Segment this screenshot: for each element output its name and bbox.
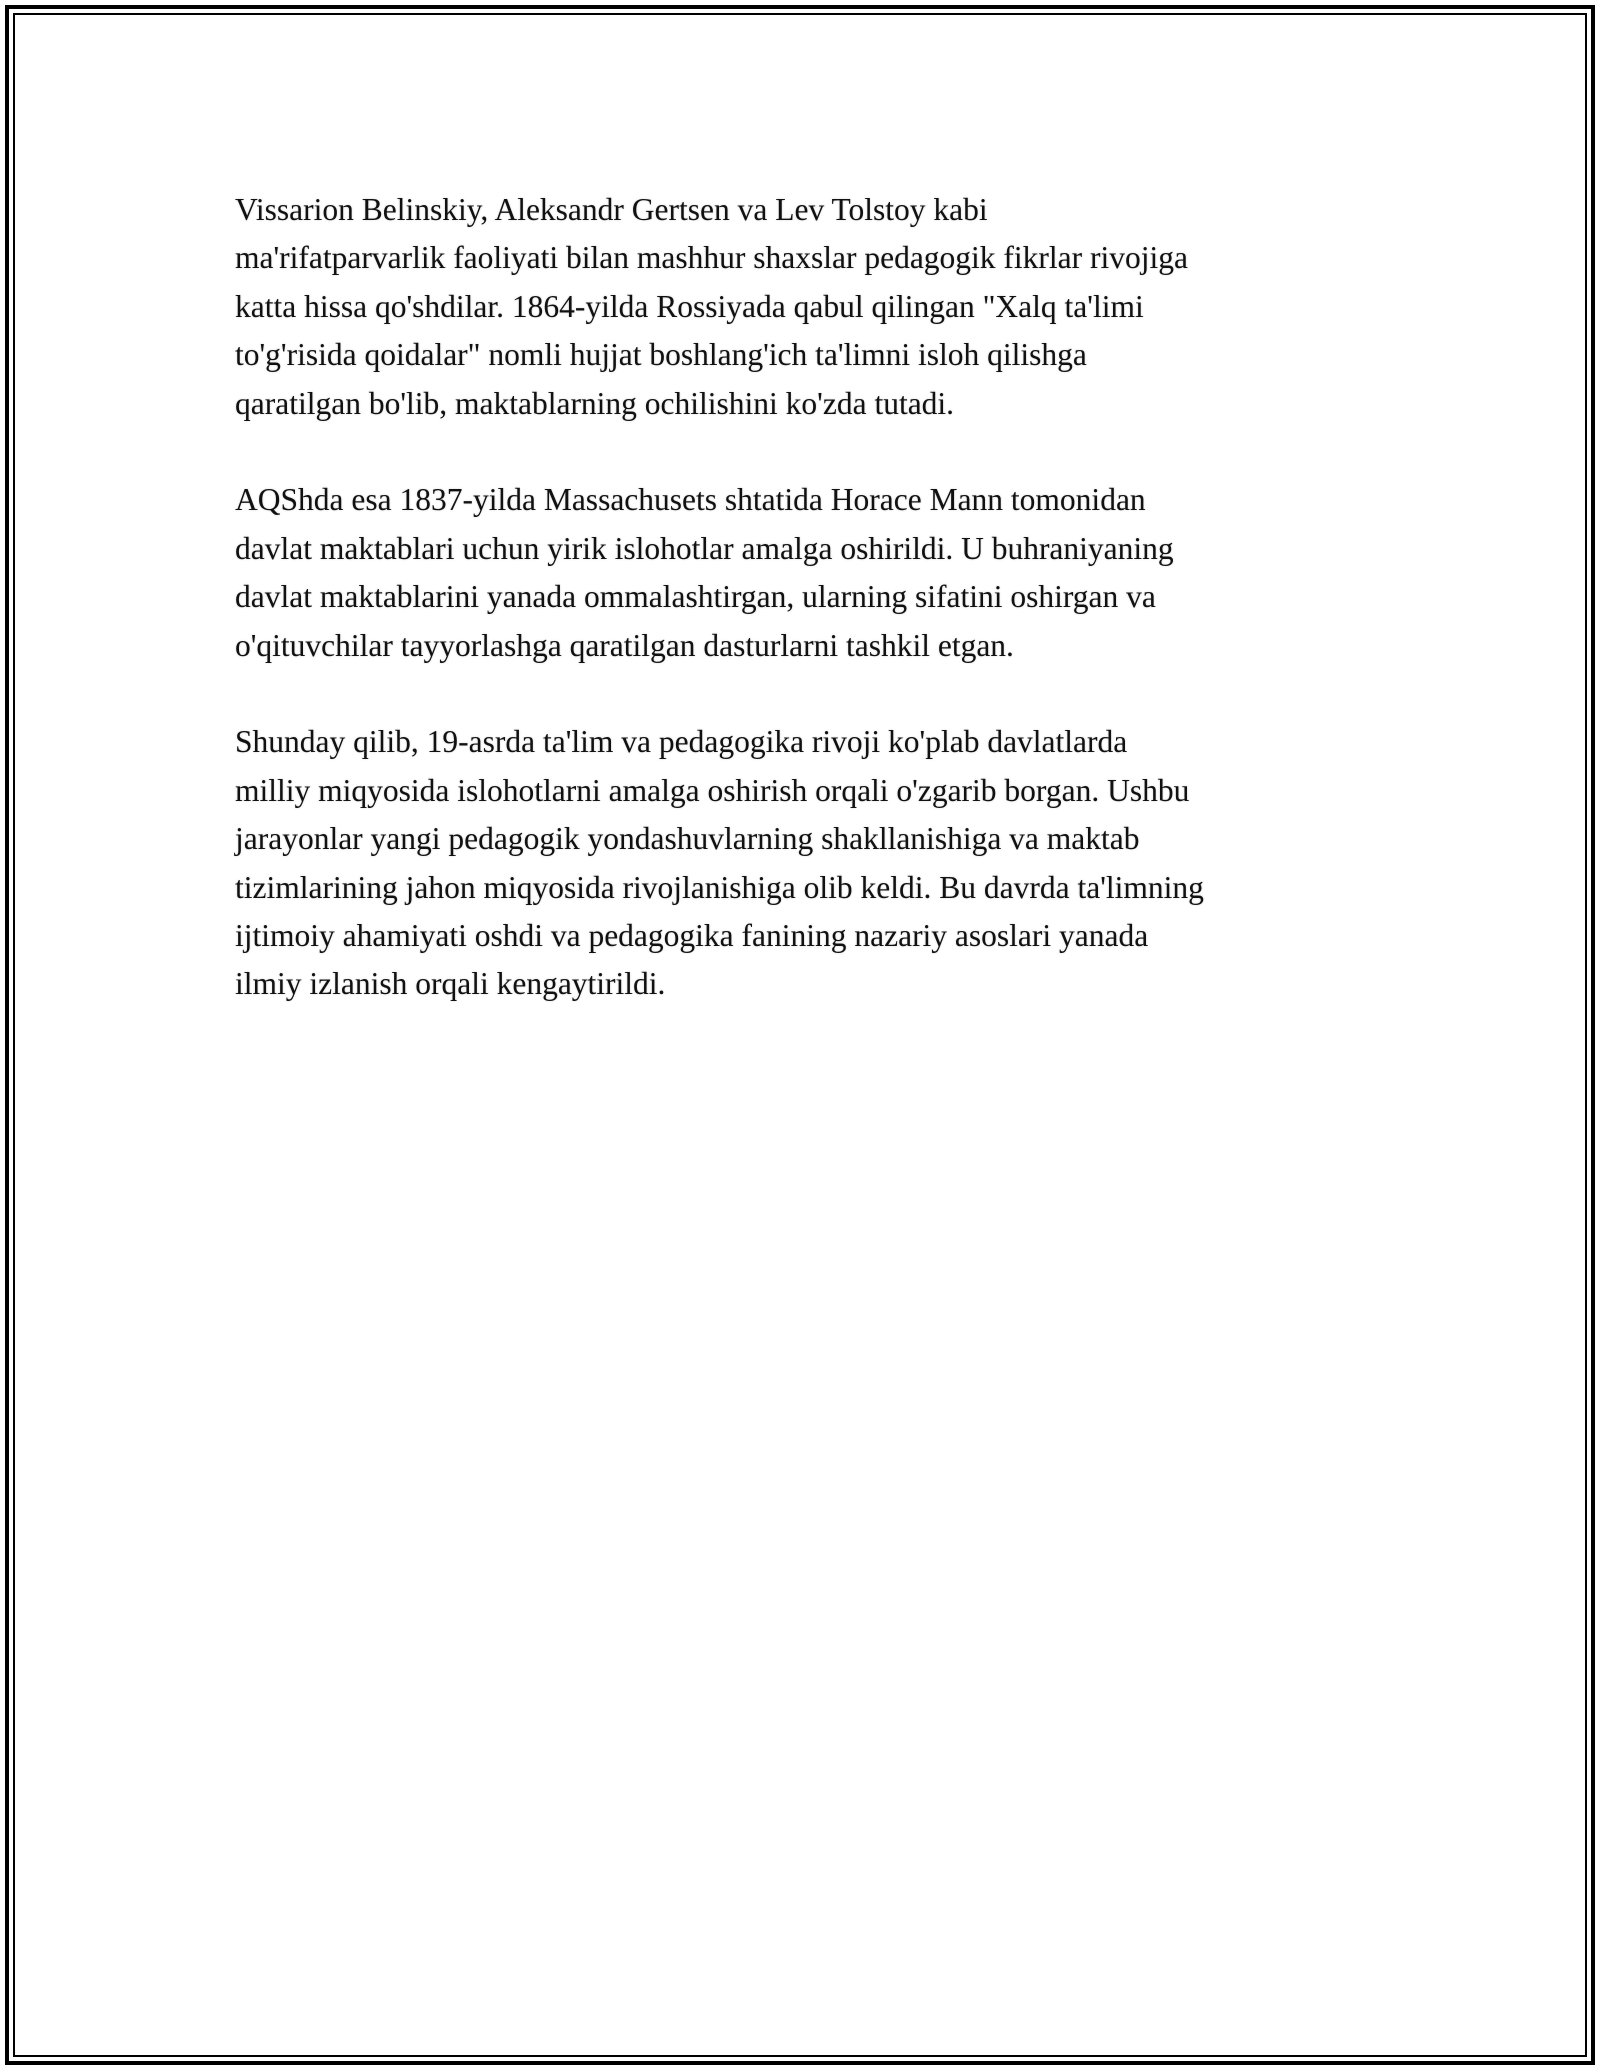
paragraph-1: Vissarion Belinskiy, Aleksandr Gertsen va Lev Tolstoy kabi ma'rifatparvarlik faoliyati bilan mashhur shaxslar pedagogik fikrlar rivojiga katta hissa qo'shdilar. 1864-yilda Rossiyada qabul qilingan "Xalq ta'limi to'g'risida qoidalar" nomli hujjat boshlang'ich ta'limni isloh qilishga qaratilgan bo'lib, maktablarning ochilishini ko'zda tutadi. xyxy=(235,192,1188,421)
document-body xyxy=(235,186,1375,1057)
paragraph-2: AQShda esa 1837-yilda Massachusets shtatida Horace Mann tomonidan davlat maktablari uchun yirik islohotlar amalga oshirildi. U buhraniyaning davlat maktablarini yanada ommalashtirgan, ularning sifatini oshirgan va o'qituvchilar tayyorlashga qaratilgan dasturlarni tashkil etgan. xyxy=(235,482,1174,663)
paragraph-3: Shunday qilib, 19-asrda ta'lim va pedagogika rivoji ko'plab davlatlarda milliy miqyosida islohotlarni amalga oshirish orqali o'zgarib borgan. Ushbu jarayonlar yangi pedagogik yondashuvlarning shakllanishiga va maktab tizimlarining jahon miqyosida rivojlanishiga olib keldi. Bu davrda ta'limning ijtimoiy ahamiyati oshdi va pedagogika fanining nazariy asoslari yanada ilmiy izlanish orqali kengaytirildi. xyxy=(235,724,1204,1002)
